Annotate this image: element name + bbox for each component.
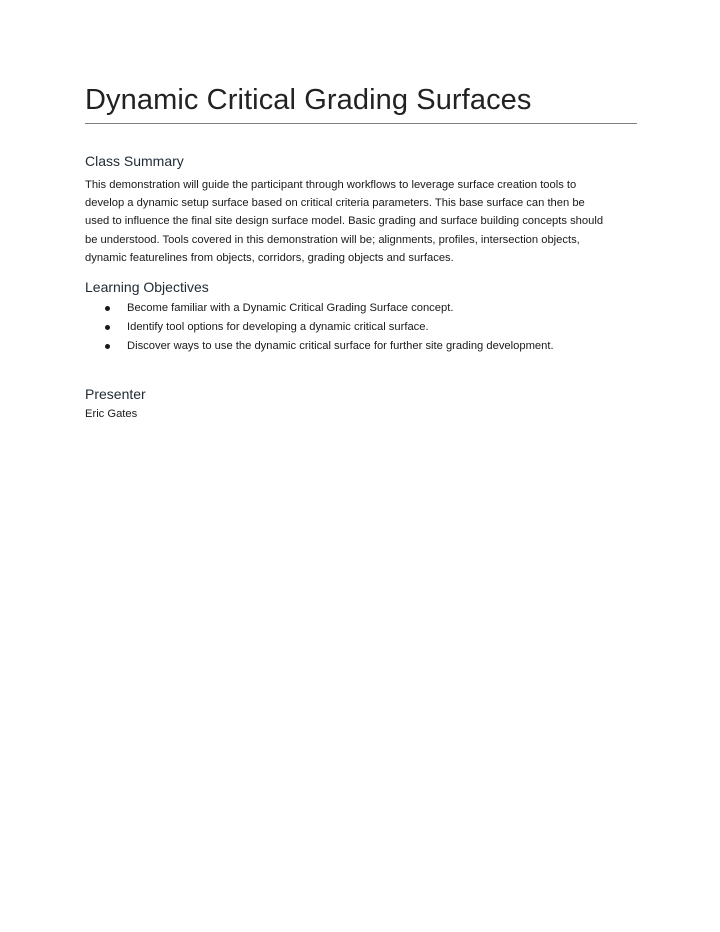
presenter-heading: Presenter xyxy=(85,386,146,402)
summary-line: develop a dynamic setup surface based on critical criteria parameters. This base surface can then be xyxy=(85,197,585,210)
bullet-icon xyxy=(105,306,110,311)
objective-text: Become familiar with a Dynamic Critical Grading Surface concept. xyxy=(127,302,454,314)
class-summary-body xyxy=(85,176,637,267)
list-item xyxy=(85,337,637,356)
presenter-name: Eric Gates xyxy=(85,408,138,420)
class-summary-heading: Class Summary xyxy=(85,153,184,169)
learning-objectives-heading: Learning Objectives xyxy=(85,279,209,295)
objective-text: Discover ways to use the dynamic critical surface for further site grading development. xyxy=(127,340,554,352)
list-item xyxy=(85,299,637,318)
bullet-icon xyxy=(105,325,110,330)
bullet-icon xyxy=(105,344,110,349)
list-item xyxy=(85,318,637,337)
page-title: Dynamic Critical Grading Surfaces xyxy=(85,84,532,116)
learning-objectives-list xyxy=(85,299,637,356)
title-divider xyxy=(85,123,637,124)
summary-line: This demonstration will guide the participant through workflows to leverage surface creation tools to xyxy=(85,179,577,191)
summary-line: dynamic featurelines from objects, corridors, grading objects and surfaces. xyxy=(85,251,454,264)
summary-line: used to influence the final site design surface model. Basic grading and surface building concepts should xyxy=(85,215,604,228)
summary-line: be understood. Tools covered in this demonstration will be; alignments, profiles, intersection objects, xyxy=(85,233,580,246)
objective-text: Identify tool options for developing a dynamic critical surface. xyxy=(127,321,429,333)
